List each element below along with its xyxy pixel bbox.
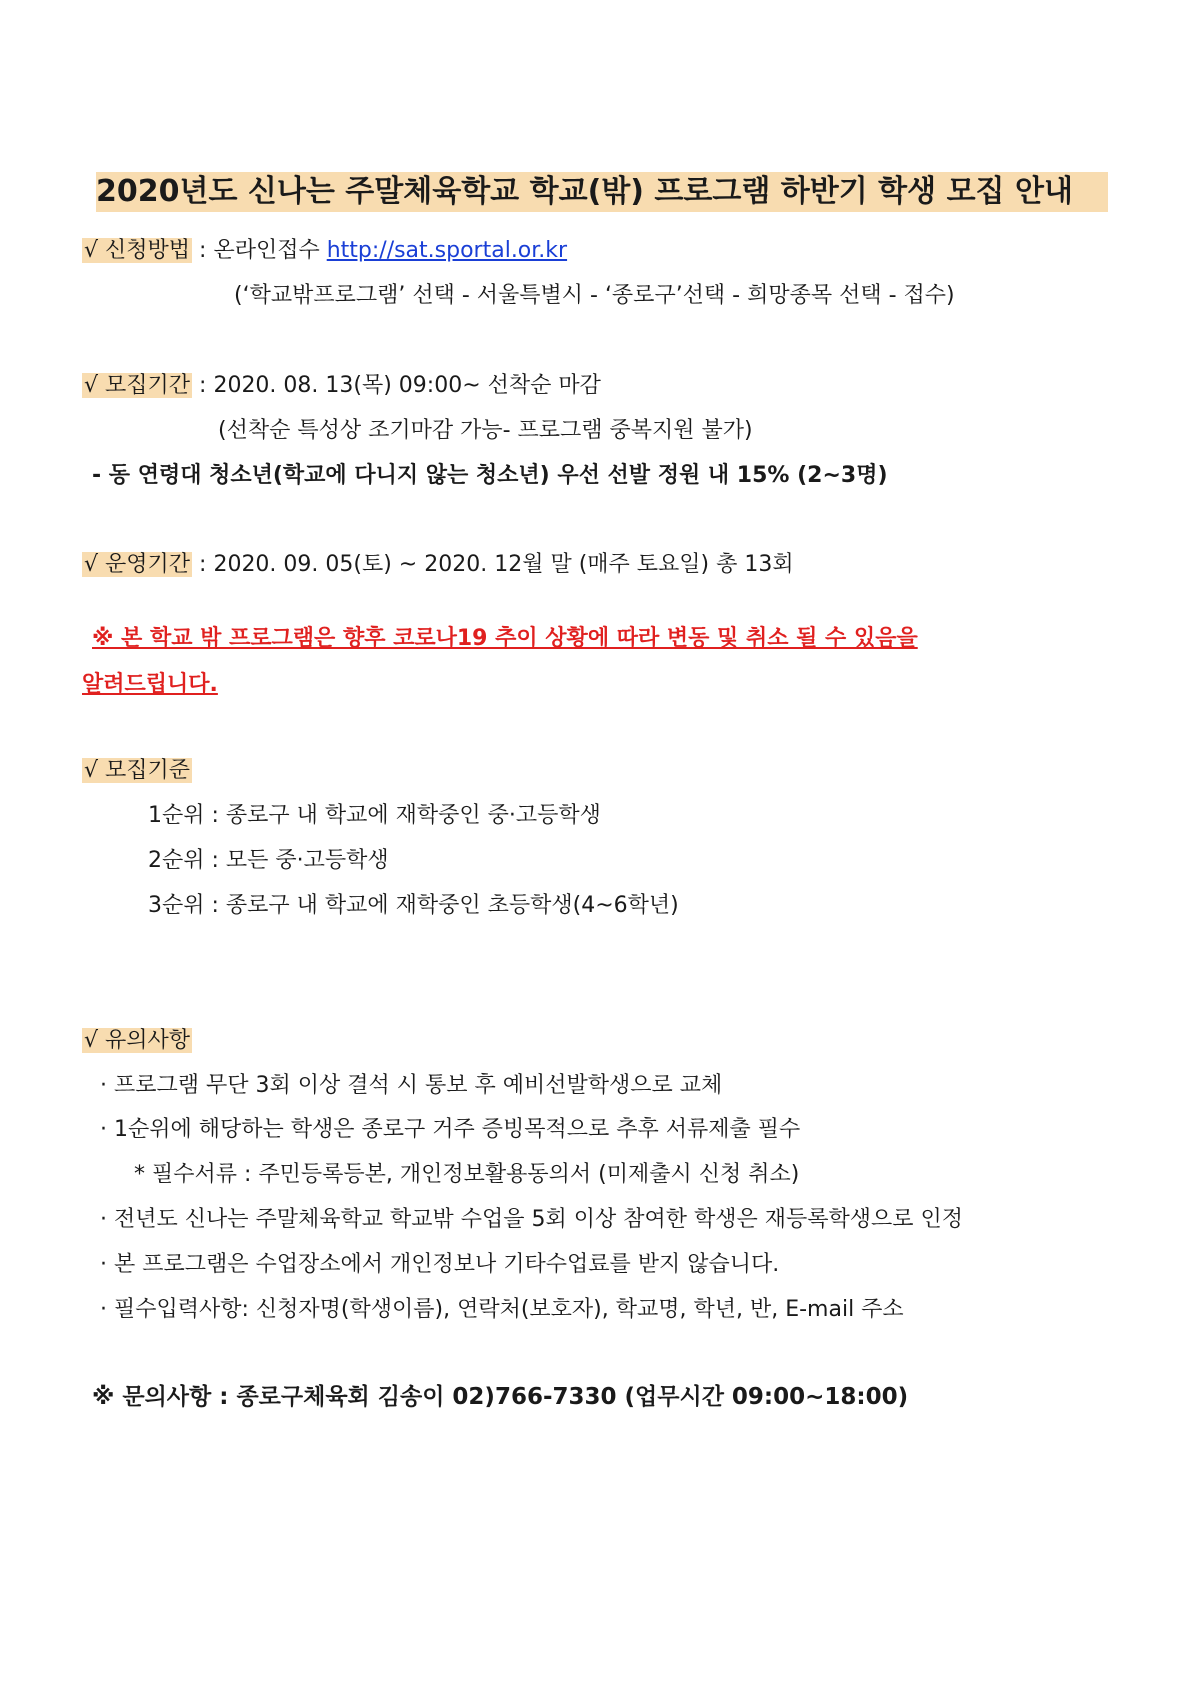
apply-steps: (‘학교밖프로그램’ 선택 - 서울특별시 - ‘종로구’선택 - 희망종목 선택 - 접수) [234, 283, 955, 308]
covid-notice-line2: 알려드립니다. [82, 672, 218, 697]
recruit-period-text: : 2020. 08. 13(목) 09:00~ 선착순 마감 [192, 373, 601, 398]
checkmark-icon: √ [84, 1028, 99, 1053]
caution-item: · 프로그램 무단 3회 이상 결석 시 통보 후 예비선발학생으로 교체 [100, 1073, 723, 1098]
checkmark-icon: √ [84, 758, 99, 783]
criteria-heading [82, 758, 192, 783]
operation-period-label: 운영기간 [105, 552, 191, 577]
priority-selection-note: - 동 연령대 청소년(학교에 다니지 않는 청소년) 우선 선발 정원 내 15% (2~3명) [92, 463, 888, 488]
cautions-label: 유의사항 [105, 1028, 191, 1053]
criteria-item: 2순위 : 모든 중·고등학생 [148, 848, 389, 873]
operation-period-text: : 2020. 09. 05(토) ~ 2020. 12월 말 (매주 토요일) 총 13회 [192, 552, 794, 577]
contact-info: ※ 문의사항 : 종로구체육회 김송이 02)766-7330 (업무시간 09:00~18:00) [92, 1384, 909, 1410]
checkmark-icon: √ [84, 373, 99, 398]
operation-period-heading [82, 552, 192, 577]
caution-item: · 1순위에 해당하는 학생은 종로구 거주 증빙목적으로 추후 서류제출 필수 [100, 1117, 801, 1142]
recruit-period-heading [82, 373, 192, 398]
criteria-item: 3순위 : 종로구 내 학교에 재학중인 초등학생(4~6학년) [148, 893, 679, 918]
cautions-section [82, 1026, 192, 1056]
operation-period-section [82, 550, 794, 580]
apply-method: : 온라인접수 [192, 238, 327, 263]
checkmark-icon: √ [84, 238, 99, 263]
caution-item: · 전년도 신나는 주말체육학교 학교밖 수업을 5회 이상 참여한 학생은 재등록학생으로 인정 [100, 1207, 963, 1232]
caution-item: · 필수입력사항: 신청자명(학생이름), 연락처(보호자), 학교명, 학년, 반, E-mail 주소 [100, 1297, 904, 1322]
criteria-item: 1순위 : 종로구 내 학교에 재학중인 중·고등학생 [148, 803, 601, 828]
apply-label: 신청방법 [105, 238, 191, 263]
cautions-heading [82, 1028, 192, 1053]
recruit-period-note: (선착순 특성상 조기마감 가능- 프로그램 중복지원 불가) [218, 418, 753, 443]
apply-url-link[interactable]: http://sat.sportal.or.kr [326, 238, 568, 263]
recruit-period-section [82, 371, 601, 401]
criteria-label: 모집기준 [105, 758, 191, 783]
criteria-section [82, 756, 192, 786]
caution-subitem: * 필수서류 : 주민등록등본, 개인정보활용동의서 (미제출시 신청 취소) [134, 1162, 800, 1187]
recruit-period-label: 모집기간 [105, 373, 191, 398]
caution-item: · 본 프로그램은 수업장소에서 개인정보나 기타수업료를 받지 않습니다. [100, 1252, 780, 1277]
covid-notice-line1: ※ 본 학교 밖 프로그램은 향후 코로나19 추이 상황에 따라 변동 및 취소 될 수 있음을 [92, 626, 918, 651]
document-title: 2020년도 신나는 주말체육학교 학교(밖) 프로그램 하반기 학생 모집 안내 [96, 172, 1108, 212]
apply-heading [82, 238, 192, 263]
apply-section [82, 236, 567, 266]
checkmark-icon: √ [84, 552, 99, 577]
